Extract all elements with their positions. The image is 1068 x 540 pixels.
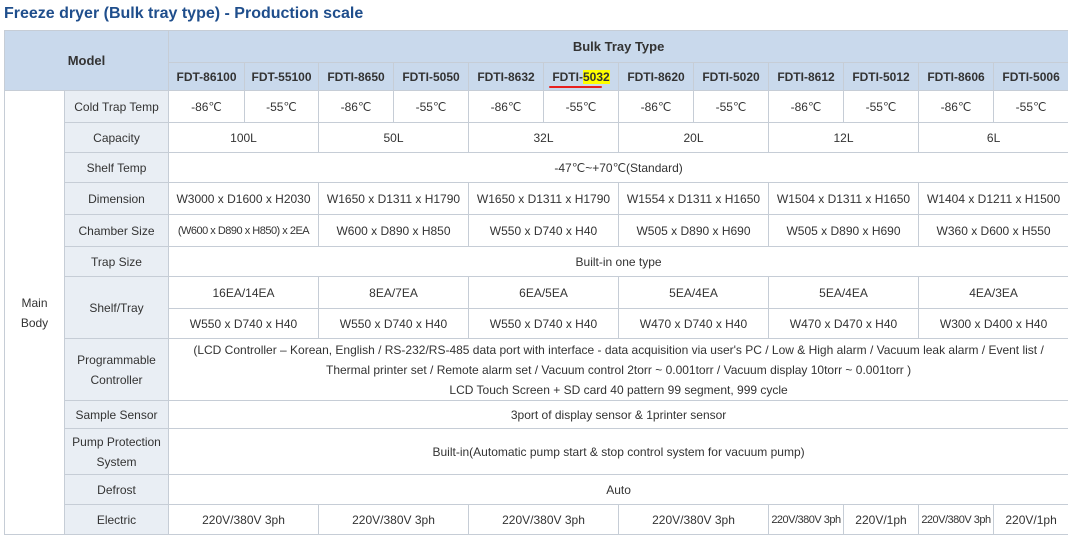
shelf-tray-size: W470 x D740 x H40 bbox=[619, 309, 769, 339]
row-label-chamber-size: Chamber Size bbox=[65, 215, 169, 247]
spec-table bbox=[4, 30, 1068, 535]
chamber-size-value: (W600 x D890 x H850) x 2EA bbox=[169, 215, 319, 247]
shelf-tray-size: W300 x D400 x H40 bbox=[919, 309, 1068, 339]
sample-sensor-value: 3port of display sensor & 1printer sensor bbox=[169, 401, 1068, 429]
chamber-size-value: W505 x D890 x H690 bbox=[619, 215, 769, 247]
shelf-tray-count: 5EA/4EA bbox=[619, 277, 769, 309]
shelf-tray-size: W550 x D740 x H40 bbox=[469, 309, 619, 339]
capacity-value: 32L bbox=[469, 123, 619, 153]
row-label-shelf-temp: Shelf Temp bbox=[65, 153, 169, 183]
electric-value: 220V/380V 3ph bbox=[319, 505, 469, 535]
cold-trap-temp-value: -86℃ bbox=[769, 91, 844, 123]
electric-value: 220V/1ph bbox=[844, 505, 919, 535]
model-name: FDTI-5050 bbox=[394, 63, 469, 91]
programmable-controller-value bbox=[169, 339, 1068, 401]
row-label-programmable-controller: Programmable Controller bbox=[65, 339, 169, 401]
cold-trap-temp-value: -86℃ bbox=[319, 91, 394, 123]
shelf-temp-value: -47℃~+70℃(Standard) bbox=[169, 153, 1068, 183]
model-name: FDT-55100 bbox=[245, 63, 319, 91]
chamber-size-value: W550 x D740 x H40 bbox=[469, 215, 619, 247]
group-label-line1: Main bbox=[21, 295, 48, 310]
chamber-size-value: W600 x D890 x H850 bbox=[319, 215, 469, 247]
model-name: FDTI-8612 bbox=[769, 63, 844, 91]
red-underline-mark bbox=[549, 86, 602, 88]
model-name: FDT-86100 bbox=[169, 63, 245, 91]
shelf-tray-count: 16EA/14EA bbox=[169, 277, 319, 309]
model-name: FDTI-5006 bbox=[994, 63, 1068, 91]
shelf-tray-count: 5EA/4EA bbox=[769, 277, 919, 309]
electric-value: 220V/380V 3ph bbox=[619, 505, 769, 535]
shelf-tray-size: W550 x D740 x H40 bbox=[319, 309, 469, 339]
trap-size-value: Built-in one type bbox=[169, 247, 1068, 277]
dimension-value: W1404 x D1211 x H1500 bbox=[919, 183, 1068, 215]
model-highlight: 5032 bbox=[582, 69, 610, 84]
electric-value: 220V/1ph bbox=[994, 505, 1068, 535]
capacity-value: 12L bbox=[769, 123, 919, 153]
shelf-tray-size: W550 x D740 x H40 bbox=[169, 309, 319, 339]
electric-value: 220V/380V 3ph bbox=[919, 505, 994, 535]
model-name: FDTI-8606 bbox=[919, 63, 994, 91]
row-label-shelf-tray: Shelf/Tray bbox=[65, 277, 169, 339]
group-label-line2: Body bbox=[20, 315, 49, 330]
row-label-trap-size: Trap Size bbox=[65, 247, 169, 277]
capacity-value: 100L bbox=[169, 123, 319, 153]
cold-trap-temp-value: -86℃ bbox=[619, 91, 694, 123]
cold-trap-temp-value: -55℃ bbox=[694, 91, 769, 123]
controller-line-2: Thermal printer set / Remote alarm set / Vacuum control 2torr ~ 0.001torr / Vacuum display 10torr ~ 0.001torr ) bbox=[326, 362, 912, 377]
row-label-electric: Electric bbox=[65, 505, 169, 535]
shelf-tray-count: 4EA/3EA bbox=[919, 277, 1068, 309]
row-label-dimension: Dimension bbox=[65, 183, 169, 215]
cold-trap-temp-value: -86℃ bbox=[469, 91, 544, 123]
page-title: Freeze dryer (Bulk tray type) - Production scale bbox=[4, 5, 364, 22]
capacity-value: 20L bbox=[619, 123, 769, 153]
cold-trap-temp-value: -55℃ bbox=[394, 91, 469, 123]
pump-protection-value: Built-in(Automatic pump start & stop control system for vacuum pump) bbox=[169, 429, 1068, 475]
capacity-value: 50L bbox=[319, 123, 469, 153]
dimension-value: W1650 x D1311 x H1790 bbox=[469, 183, 619, 215]
dimension-value: W3000 x D1600 x H2030 bbox=[169, 183, 319, 215]
cold-trap-temp-value: -55℃ bbox=[994, 91, 1068, 123]
row-label-pump-protection: Pump Protection System bbox=[65, 429, 169, 475]
controller-line-3: LCD Touch Screen + SD card 40 pattern 99 segment, 999 cycle bbox=[449, 382, 788, 397]
bulk-tray-type-header: Bulk Tray Type bbox=[169, 31, 1068, 63]
defrost-value: Auto bbox=[169, 475, 1068, 505]
electric-value: 220V/380V 3ph bbox=[769, 505, 844, 535]
shelf-tray-count: 8EA/7EA bbox=[319, 277, 469, 309]
capacity-value: 6L bbox=[919, 123, 1068, 153]
row-label-defrost: Defrost bbox=[65, 475, 169, 505]
main-body-group-label bbox=[5, 91, 65, 535]
controller-line-1: (LCD Controller – Korean, English / RS-232/RS-485 data port with interface - data acquisition via user's PC / Low & High alarm / Vacuum leak alarm / Event list / bbox=[193, 342, 1044, 357]
model-name: FDTI-8620 bbox=[619, 63, 694, 91]
dimension-value: W1554 x D1311 x H1650 bbox=[619, 183, 769, 215]
row-label-sample-sensor: Sample Sensor bbox=[65, 401, 169, 429]
chamber-size-value: W360 x D600 x H550 bbox=[919, 215, 1068, 247]
cold-trap-temp-value: -55℃ bbox=[245, 91, 319, 123]
chamber-size-value: W505 x D890 x H690 bbox=[769, 215, 919, 247]
model-name: FDTI-5012 bbox=[844, 63, 919, 91]
cold-trap-temp-value: -55℃ bbox=[544, 91, 619, 123]
cold-trap-temp-value: -86℃ bbox=[169, 91, 245, 123]
cold-trap-temp-value: -86℃ bbox=[919, 91, 994, 123]
model-prefix: FDTI- bbox=[552, 69, 583, 84]
shelf-tray-count: 6EA/5EA bbox=[469, 277, 619, 309]
model-header: Model bbox=[5, 31, 169, 91]
model-name: FDTI-8650 bbox=[319, 63, 394, 91]
row-label-capacity: Capacity bbox=[65, 123, 169, 153]
model-name: FDTI-5020 bbox=[694, 63, 769, 91]
electric-value: 220V/380V 3ph bbox=[169, 505, 319, 535]
model-name: FDTI-8632 bbox=[469, 63, 544, 91]
shelf-tray-size: W470 x D470 x H40 bbox=[769, 309, 919, 339]
cold-trap-temp-value: -55℃ bbox=[844, 91, 919, 123]
dimension-value: W1650 x D1311 x H1790 bbox=[319, 183, 469, 215]
dimension-value: W1504 x D1311 x H1650 bbox=[769, 183, 919, 215]
row-label-cold-trap-temp: Cold Trap Temp bbox=[65, 91, 169, 123]
electric-value: 220V/380V 3ph bbox=[469, 505, 619, 535]
